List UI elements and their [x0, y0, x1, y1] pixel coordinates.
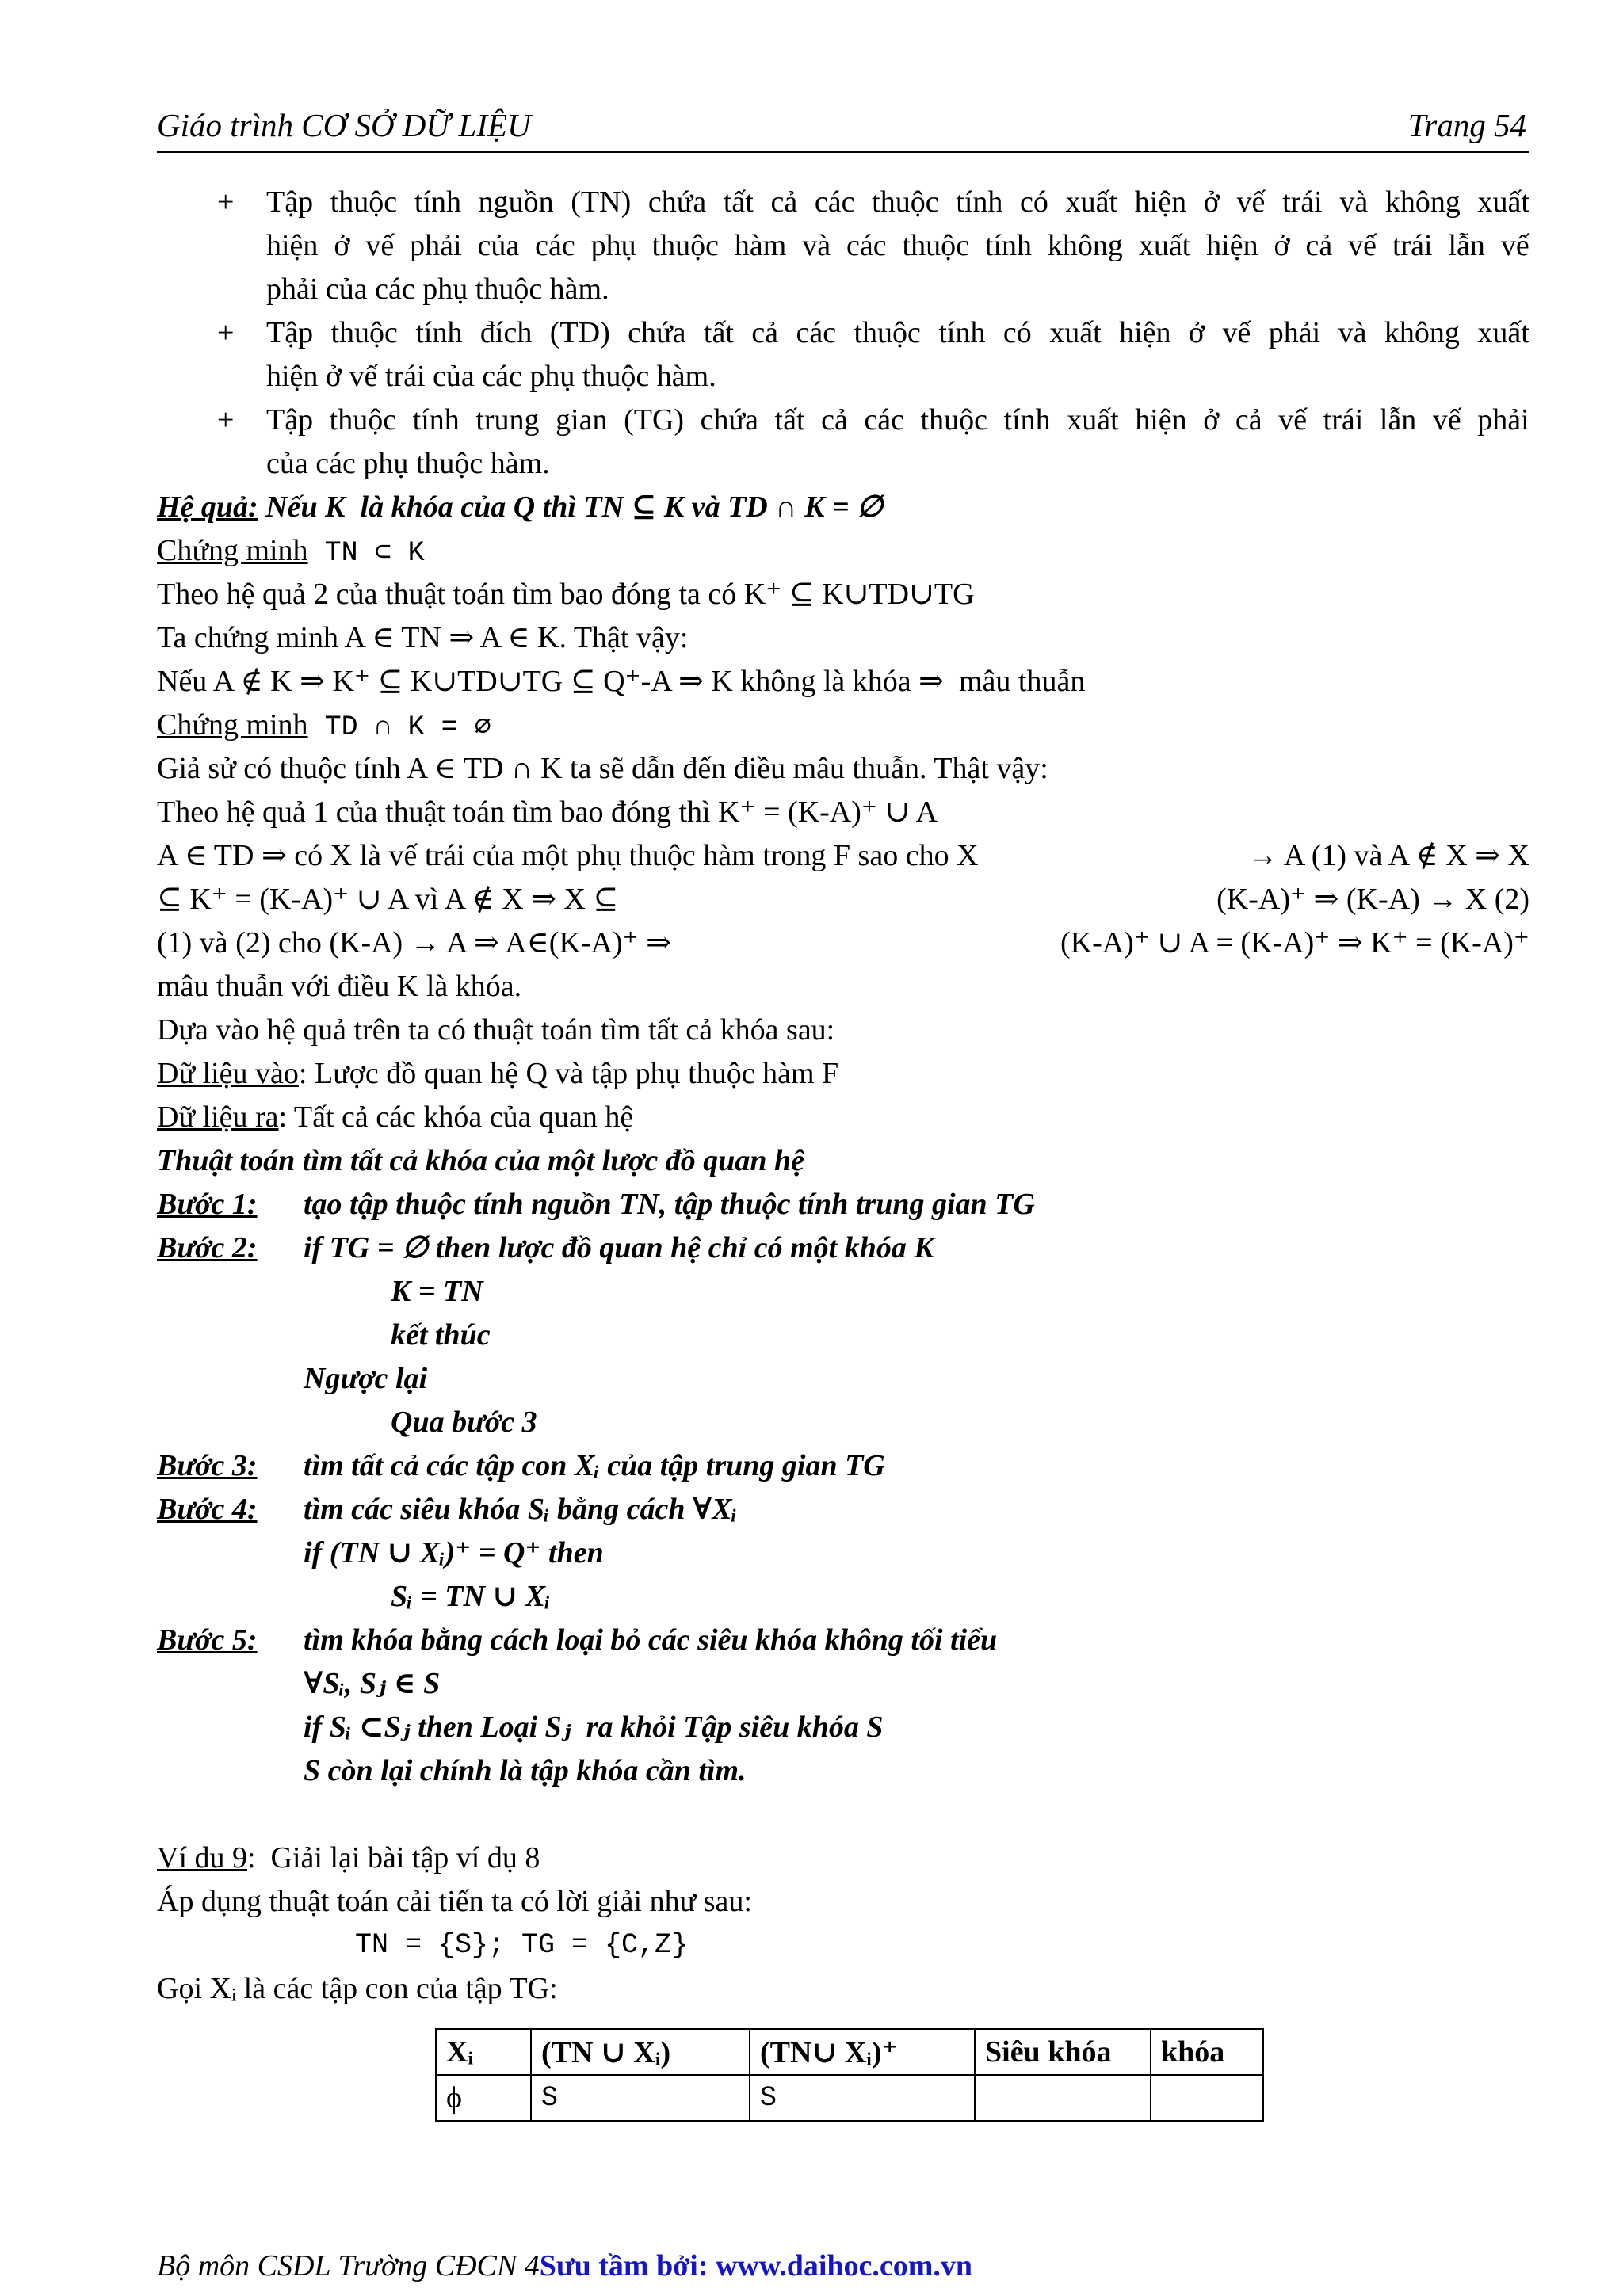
step-line: if (TN ∪ Xᵢ)⁺ = Q⁺ then — [304, 1536, 604, 1569]
corollary-label: Hệ quả: — [157, 490, 258, 524]
paragraph-line: (1) và (2) cho (K-A) → A ⇒ A∈(K-A)⁺ ⇒ (K-A)⁺ ∪ A = (K-A)⁺ ⇒ K⁺ = (K-A)⁺ — [157, 926, 1529, 959]
paragraph-line: Gọi Xᵢ là các tập con của tập TG: — [157, 1972, 558, 2005]
proof-heading-1 — [157, 529, 1529, 573]
paragraph-line: Áp dụng thuật toán cải tiến ta có lời giải như sau: — [157, 1885, 752, 1918]
paragraph-line: Ta chứng minh A ∈ TN ⇒ A ∈ K. Thật vậy: — [157, 621, 689, 654]
step-2: Bước 2: if TG = ∅ then lược đồ quan hệ chỉ có một khóa K — [157, 1226, 1529, 1270]
paragraph-line: Nếu A ∉ K ⇒ K⁺ ⊆ K∪TD∪TG ⊆ Q⁺-A ⇒ K không là khóa ⇒ mâu thuẫn — [157, 665, 1086, 698]
bullet-line: hiện ở vế trái của các phụ thuộc hàm. — [266, 360, 716, 393]
header-title: Giáo trình CƠ SỞ DỮ LIỆU — [157, 107, 531, 143]
proof-label: Chứng minh — [157, 708, 308, 742]
corollary — [157, 486, 1529, 529]
bullet-line: Tập thuộc tính nguồn (TN) chứa tất cả các thuộc tính có xuất hiện ở vế trái và không xuất — [266, 185, 1529, 219]
step-label: Bước 1: — [157, 1188, 258, 1221]
output-label: Dữ liệu ra — [157, 1100, 279, 1134]
step-line: ∀Sᵢ, Sⱼ ∈ S — [304, 1667, 441, 1700]
bullet-mark: + — [217, 403, 235, 437]
step-label: Bước 4: — [157, 1493, 258, 1526]
corollary-text: Nếu K là khóa của Q thì TN ⊆ K và TD ∩ K = ∅ — [258, 490, 884, 524]
example-label: Ví du 9 — [157, 1841, 247, 1875]
step-1: Bước 1: tạo tập thuộc tính nguồn TN, tập thuộc tính trung gian TG — [157, 1183, 1529, 1226]
proof-expr: TN ⊂ K — [307, 537, 425, 569]
header-page-number: Trang 54 — [1407, 107, 1526, 143]
paragraph-line: Theo hệ quả 2 của thuật toán tìm bao đóng ta có K⁺ ⊆ K∪TD∪TG — [157, 578, 975, 611]
table-cell — [975, 2075, 1151, 2121]
proof-label: Chứng minh — [157, 534, 308, 567]
paragraph-line: ⊆ K⁺ = (K-A)⁺ ∪ A vì A ∉ X ⇒ X ⊆ (K-A)⁺ ⇒ (K-A) → X (2) — [157, 883, 1529, 916]
bullet-mark: + — [217, 185, 235, 219]
bullet-tn — [157, 181, 1529, 311]
step-line: if Sᵢ ⊂Sⱼ then Loại Sⱼ ra khỏi Tập siêu khóa S — [304, 1711, 884, 1744]
proof-heading-2 — [157, 704, 1529, 747]
bullet-line: phải của các phụ thuộc hàm. — [266, 273, 609, 306]
table-header-cell: Siêu khóa — [975, 2029, 1151, 2075]
blank-line — [157, 1793, 1529, 1836]
page-content — [157, 181, 1529, 2011]
paragraph-line: mâu thuẫn với điều K là khóa. — [157, 970, 522, 1003]
table-cell: S — [531, 2075, 750, 2121]
step-label: Bước 3: — [157, 1449, 258, 1482]
bullet-line: Tập thuộc tính đích (TD) chứa tất cả các thuộc tính có xuất hiện ở vế phải và không xuất — [266, 316, 1529, 349]
example-sets: TN = {S}; TG = {C,Z} — [355, 1929, 689, 1961]
step-line: K = TN — [391, 1275, 483, 1308]
bullet-tg — [157, 399, 1529, 486]
step-line: Qua bước 3 — [391, 1405, 537, 1439]
subset-table — [435, 2028, 1264, 2122]
paragraph-line: Giả sử có thuộc tính A ∈ TD ∩ K ta sẽ dẫn đến điều mâu thuẫn. Thật vậy: — [157, 752, 1048, 785]
table-header-row — [436, 2029, 1263, 2075]
input-label: Dữ liệu vào — [157, 1057, 299, 1090]
step-label: Bước 5: — [157, 1623, 258, 1657]
paragraph-line: Dựa vào hệ quả trên ta có thuật toán tìm tất cả khóa sau: — [157, 1013, 835, 1047]
proof-expr: TD ∩ K = ∅ — [307, 711, 491, 743]
bullet-line: hiện ở vế phải của các phụ thuộc hàm và các thuộc tính không xuất hiện ở cả vế trái lẫn vế — [266, 229, 1529, 262]
input-spec: Dữ liệu vào: Lược đồ quan hệ Q và tập phụ thuộc hàm F — [157, 1057, 839, 1090]
table-header-cell: Xᵢ — [436, 2029, 531, 2075]
step-line: kết thúc — [391, 1318, 491, 1352]
table-header-cell: (TN ∪ Xᵢ) — [531, 2029, 750, 2075]
paragraph-line: Theo hệ quả 1 của thuật toán tìm bao đóng thì K⁺ = (K-A)⁺ ∪ A — [157, 795, 938, 829]
page-header — [157, 100, 1529, 153]
bullet-line: Tập thuộc tính trung gian (TG) chứa tất cả các thuộc tính xuất hiện ở cả vế trái lẫn vế phải — [266, 403, 1529, 437]
footer-text: Bộ môn CSDL Trường CĐCN 4 — [157, 2249, 540, 2283]
table-header-cell: khóa — [1151, 2029, 1263, 2075]
output-spec: Dữ liệu ra: Tất cả các khóa của quan hệ — [157, 1100, 634, 1134]
table-cell — [1151, 2075, 1263, 2121]
bullet-line: của các phụ thuộc hàm. — [266, 447, 550, 480]
step-5: Bước 5: tìm khóa bằng cách loại bỏ các siêu khóa không tối tiểu — [157, 1619, 1529, 1662]
step-line: S còn lại chính là tập khóa cần tìm. — [304, 1754, 747, 1787]
step-label: Bước 2: — [157, 1231, 258, 1264]
paragraph-line: A ∈ TD ⇒ có X là vế trái của một phụ thuộc hàm trong F sao cho X → A (1) và A ∉ X ⇒ X — [157, 839, 1529, 872]
footer-source: Sưu tầm bởi: www.daihoc.com.vn — [539, 2249, 973, 2283]
step-line: Ngược lại — [304, 1362, 428, 1395]
table-cell: S — [750, 2075, 975, 2121]
step-3: Bước 3: tìm tất cả các tập con Xᵢ của tập trung gian TG — [157, 1444, 1529, 1488]
page-footer — [157, 2248, 972, 2283]
example-heading: Ví du 9: Giải lại bài tập ví dụ 8 — [157, 1841, 540, 1875]
algorithm-title: Thuật toán tìm tất cả khóa của một lược đồ quan hệ — [157, 1144, 804, 1177]
table-row — [436, 2075, 1263, 2121]
bullet-td — [157, 311, 1529, 399]
table-cell: ϕ — [436, 2075, 531, 2121]
table-header-cell: (TN∪ Xᵢ)⁺ — [750, 2029, 975, 2075]
step-line: Sᵢ = TN ∪ Xᵢ — [391, 1580, 551, 1613]
step-4: Bước 4: tìm các siêu khóa Sᵢ bằng cách ∀Xᵢ — [157, 1488, 1529, 1531]
bullet-mark: + — [217, 316, 235, 349]
